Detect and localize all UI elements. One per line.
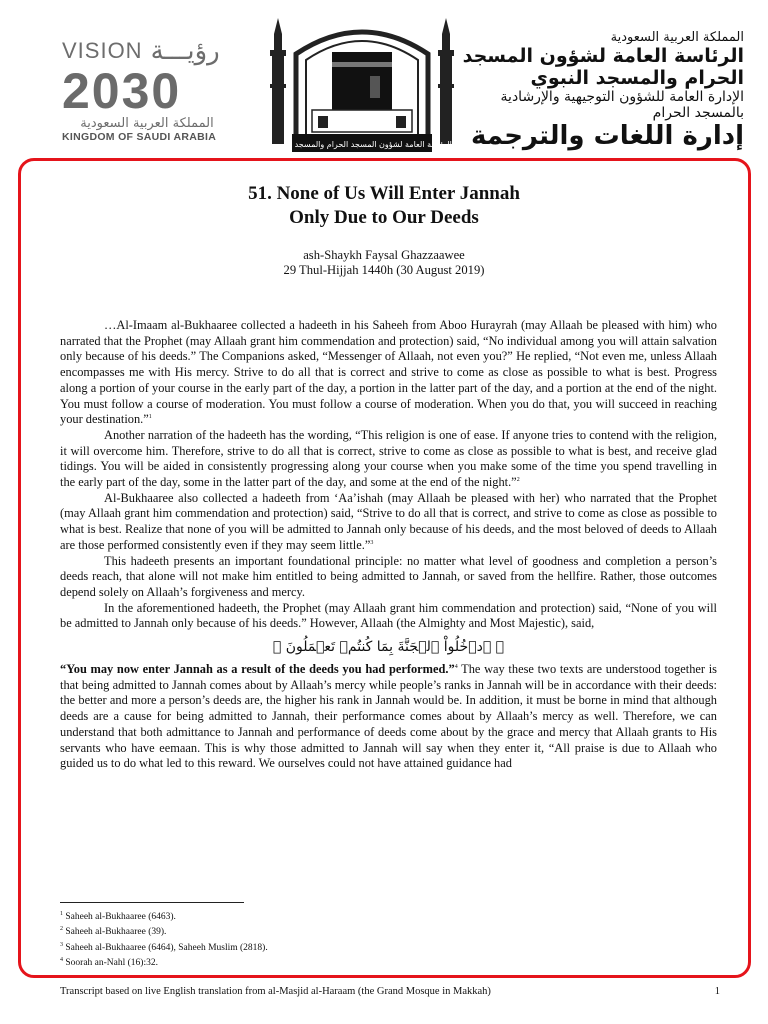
paragraph-6: “You may now enter Jannah as a result of the deeds you had performed.”$^4$ The way these two texts are understood together is that being admitted to Jannah comes about by Allaah’s mercy while people’s ranks in Jannah will be in accordance with their deeds: the better and more a person’s deeds are, the higher his rank in Jannah would be. In addition, it must be borne in mind that although deeds are a cause for being admitted to Jannah, their performance comes about by Allaah’s mercy as well. Therefore, we can understand that both admittance to Jannah and performance of deeds come about by the grace and mercy that Allaah grants to His servants who have eemaan. This is why those admitted to Jannah will say when they enter it, “All praise is due to Allaah who guided us to do what led to this reward. We ourselves could not have attained guidance had	[60, 662, 718, 771]
arabic-department-heading	[462, 30, 744, 151]
paragraph-1: …Al-Imaam al-Bukhaaree collected a hadeeth in his Saheeh from Aboo Hurayrah (may Allaah be pleased with him) who narrated that the Prophet (may Allaah grant him commendation and protection) said, “No individual among you will attain salvation only because of his deeds.” The Companions asked, “Messenger of Allaah, not even you?” He replied, “Not even me, unless Allaah encompasses me with His mercy. Strive to do all that is correct and strive to come as close as possible to what is best. Progress along a portion of your course in the early part of the day, a portion in the latter part of the day, and a portion at the end of the night. You must follow a course of moderation. You must follow a course of moderation. When you do that, you will succeed in reaching your destination.”$^1$	[60, 318, 717, 427]
footnote-4: $^4$ Soorah an-Nahl (16):32.	[60, 957, 158, 969]
emblem-caption: الرئاسة العامة لشؤون المسجد الحرام والمسجد النبوي	[272, 140, 452, 149]
publication-date: 29 Thul-Hijjah 1440h (30 August 2019)	[283, 263, 485, 277]
verse-translation: “You may now enter Jannah as a result of the deeds you had performed.”	[60, 662, 455, 677]
footnote-ref-3[interactable]: 3	[370, 539, 374, 546]
quran-verse: ﴿ ٱدۡخُلُواْ ٱلۡجَنَّةَ بِمَا كُنتُمۡ تَعۡمَلُونَ ﴾	[272, 639, 505, 656]
vision-arabic-text: رؤيـــة	[150, 36, 220, 66]
paragraph-3: Al-Bukhaaree also collected a hadeeth from ‘Aa’ishah (may Allaah be pleased with her) who narrated that the Prophet (may Allaah grant him commendation and protection) said, “Strive to do all that is correct, and strive to come as close as possible to what is best. Realize that none of you will be admitted to Jannah only because of his deeds, and the most beloved of deeds to Allaah are those performed consistently even if they may seem little.”$^3$	[60, 490, 717, 552]
arabic-line-kingdom: المملكة العربية السعودية	[610, 30, 744, 45]
author-name: ash-Shaykh Faysal Ghazzaawee	[303, 248, 465, 262]
arabic-line-administration: الإدارة العامة للشؤون التوجيهية والإرشادية بالمسجد الحرام	[500, 89, 744, 121]
arabic-line-presidency: الرئاسة العامة لشؤون المسجد الحرام والمسجد النبوي	[462, 45, 744, 89]
article-body	[60, 318, 717, 772]
page-header	[0, 0, 768, 158]
paragraph-2: Another narration of the hadeeth has the wording, “This religion is one of ease. If anyone tries to contend with the religion, it will overcome him. Therefore, strive to do all that is correct, strive to come as close as possible to what is best, and receive glad tidings. You will be aided in consistently progressing along your course when you make some of the time you spend travelling in the early part of the day, some in the latter part of the day, and some at the end of the night.”$^2$	[60, 427, 717, 490]
paragraph-4: This hadeeth presents an important foundational principle: no matter what level of goodness and completion a person’s deeds reach, that alone will not make him entitled to being admitted to Jannah, or saved from the hellfire. Rather, those outcomes depend solely on Allaah’s forgiveness and mercy.	[60, 553, 717, 599]
footnote-ref-4[interactable]: 4	[454, 663, 458, 670]
footnotes	[60, 908, 660, 969]
vision-2030-logo	[62, 36, 252, 148]
footnote-divider	[60, 902, 244, 903]
arabic-line-department: إدارة اللغات والترجمة	[471, 121, 744, 151]
footnote-1: $^1$ Saheeh al-Bukhaaree (6463).	[60, 911, 176, 923]
footnote-3: $^3$ Saheeh al-Bukhaaree (6464), Saheeh Muslim (2818).	[60, 941, 268, 953]
page-title	[40, 182, 728, 230]
page-footer	[60, 986, 720, 997]
kingdom-arabic-text: المملكة العربية السعودية	[80, 116, 214, 131]
footnote-2: $^2$ Saheeh al-Bukhaaree (39).	[60, 926, 167, 938]
paragraph-5: In the aforementioned hadeeth, the Prophet (may Allaah grant him commendation and protection) said, “None of you will be admitted to Jannah only because of his deeds.” However, Allaah (the Almighty and Most Majestic), said,	[60, 600, 717, 631]
footnote-ref-1[interactable]: 1	[148, 414, 152, 421]
footer-text: Transcript based on live English translation from al-Masjid al-Haraam (the Grand Mosque in Makkah)	[60, 986, 491, 997]
title-line-2: Only Due to Our Deeds	[289, 207, 479, 228]
vision-text: VISION	[62, 38, 143, 63]
vision-year: 2030	[62, 63, 182, 119]
footnote-ref-2[interactable]: 2	[516, 476, 520, 483]
kingdom-english-text: KINGDOM OF SAUDI ARABIA	[62, 131, 217, 143]
author-block	[40, 248, 728, 278]
page-number: 1	[714, 986, 720, 997]
presidency-emblem	[262, 14, 462, 156]
title-line-1: 51. None of Us Will Enter Jannah	[248, 183, 520, 204]
